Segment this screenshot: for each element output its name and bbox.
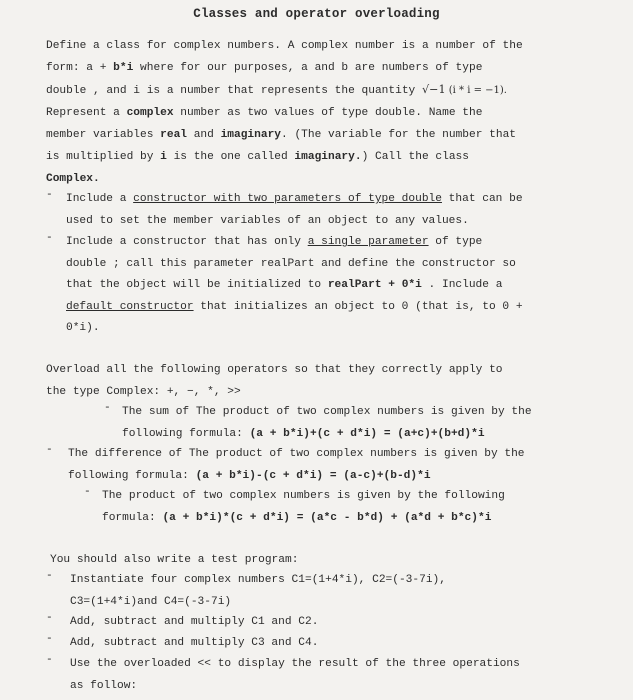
test-item-c3-c4: Add, subtract and multiply C3 and C4. xyxy=(70,637,319,649)
test-item-display: Use the overloaded << to display the result of the three operations as follow: xyxy=(70,658,520,692)
op-dash: - xyxy=(84,486,91,498)
bullet-single-param-constructor: Include a constructor that has only a single parameter of type double ; call this parameter realPart and define the constructor so that the object will be initialized to realPart + 0*i . Include a default constructor that initializes an object to 0 (that is, to 0 + 0*i). xyxy=(66,236,523,334)
bullet-dash: - xyxy=(46,189,53,201)
test-dash: - xyxy=(46,654,53,666)
intro-line-1: Define a class for complex numbers. A complex number is a number of the xyxy=(46,40,523,52)
op-difference: The difference of The product of two complex numbers is given by the following formula: (a + b*i)-(c + d*i) = (a-c)+(b-d)*i xyxy=(68,448,525,482)
test-dash: - xyxy=(46,570,53,582)
bullet-dash: - xyxy=(46,232,53,244)
test-dash: - xyxy=(46,633,53,645)
test-dash: - xyxy=(46,612,53,624)
intro-line-4: Represent a complex number as two values of type double. Name the xyxy=(46,107,483,119)
test-item-c1-c2: Add, subtract and multiply C1 and C2. xyxy=(70,616,319,628)
sqrt-expression: √−1 xyxy=(421,83,446,96)
intro-line-6: is multiplied by i is the one called imaginary.) Call the class xyxy=(46,151,469,163)
document-title: Classes and operator overloading xyxy=(193,7,440,21)
op-dash: - xyxy=(46,444,53,456)
intro-line-7: Complex. xyxy=(46,173,100,185)
op-sum: The sum of The product of two complex numbers is given by the following formula: (a + b*i)+(c + d*i) = (a+c)+(b+d)*i xyxy=(122,406,532,440)
op-dash: - xyxy=(104,402,111,414)
i-squared-expression: (i * i = −1). xyxy=(445,85,507,96)
intro-line-5: member variables real and imaginary. (The variable for the number that xyxy=(46,129,516,141)
intro-line-2: form: a + b*i where for our purposes, a and b are numbers of type xyxy=(46,62,483,74)
overload-paragraph: Overload all the following operators so that they correctly apply to the type Complex: +, −, *, >> xyxy=(46,364,503,398)
bullet-two-param-constructor: Include a constructor with two parameters of type double that can be used to set the member variables of an object to any values. xyxy=(66,193,523,227)
op-product: The product of two complex numbers is given by the following formula: (a + b*i)*(c + d*i) = (a*c - b*d) + (a*d + b*c)*i xyxy=(102,490,505,524)
intro-line-3: double , and i is a number that represents the quantity √−1 (i * i = −1). xyxy=(46,83,507,97)
test-item-instantiate: Instantiate four complex numbers C1=(1+4*i), C2=(-3-7i), C3=(1+4*i)and C4=(-3-7i) xyxy=(70,574,446,608)
intro-paragraph xyxy=(46,35,582,190)
test-heading: You should also write a test program: xyxy=(50,554,299,566)
